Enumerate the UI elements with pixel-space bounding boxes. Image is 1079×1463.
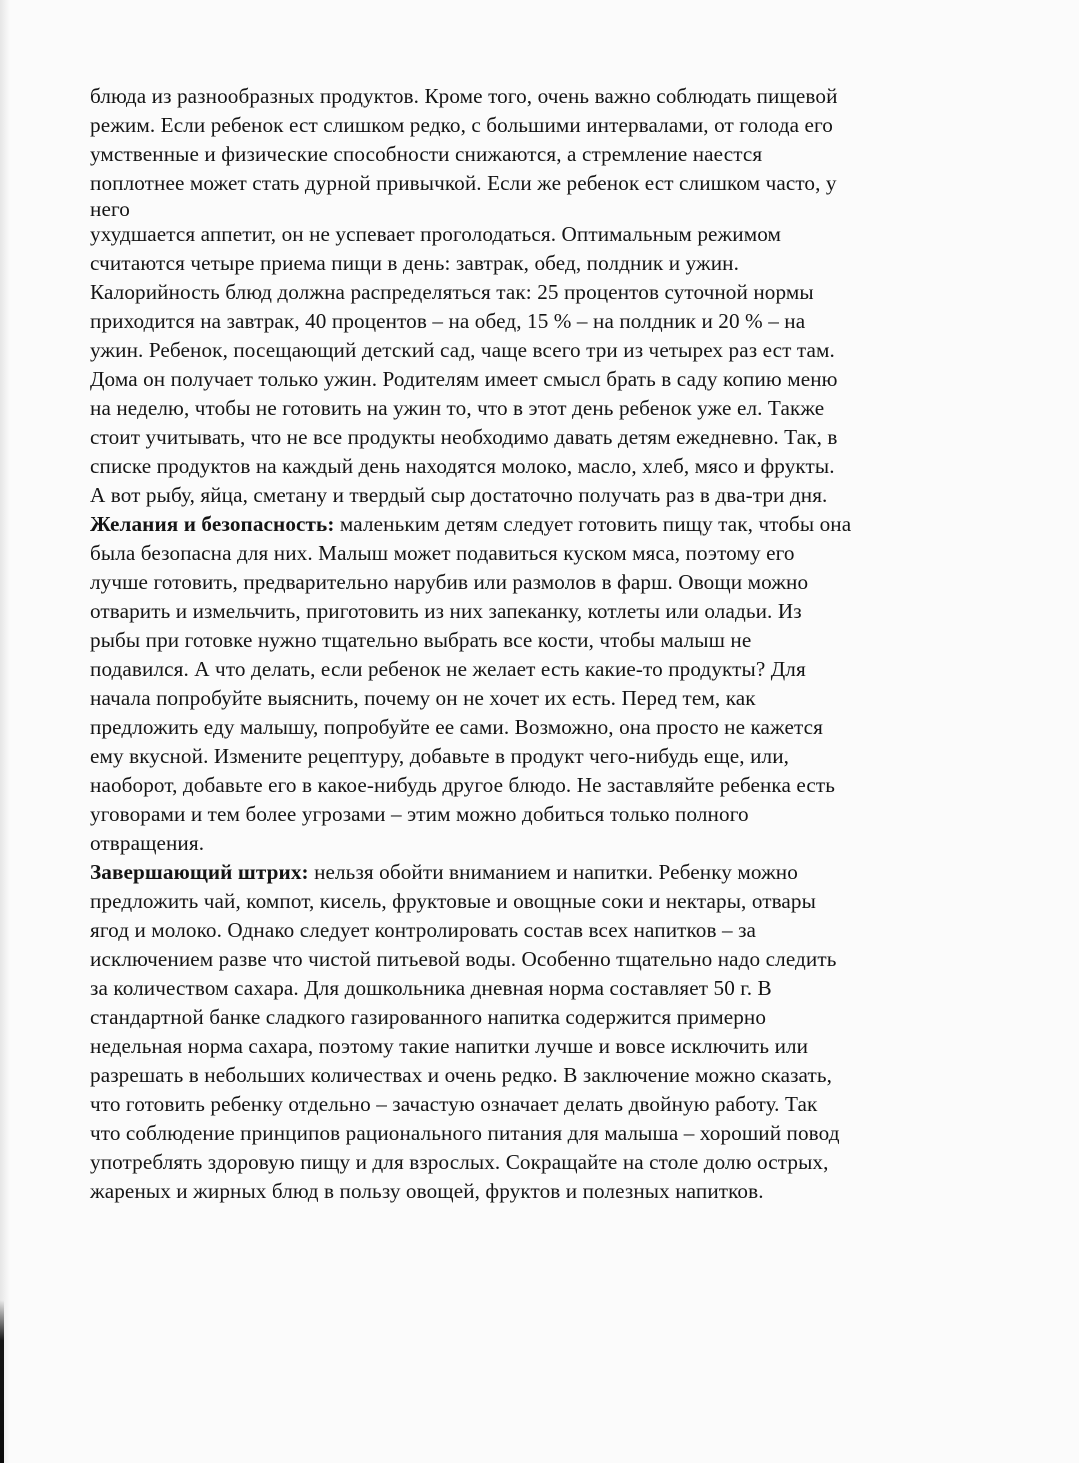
page-edge-dark: [0, 1300, 4, 1463]
text-line: стандартной банке сладкого газированного напитка содержится примерно: [90, 1005, 767, 1029]
text-line: стоит учитывать, что не все продукты необходимо давать детям ежедневно. Так, в: [90, 425, 838, 449]
body-text: [90, 82, 1050, 1206]
text-line: разрешать в небольших количествах и очень редко. В заключение можно сказать,: [90, 1063, 833, 1087]
text-line: предложить еду малышу, попробуйте ее сами. Возможно, она просто не кажется: [90, 715, 823, 739]
text-line: что готовить ребенку отдельно – зачастую означает делать двойную работу. Так: [90, 1092, 818, 1116]
text-line: него: [90, 197, 130, 221]
text-line: исключением разве что чистой питьевой воды. Особенно тщательно надо следить: [90, 947, 837, 971]
text-line: умственные и физические способности снижаются, а стремление наестся: [90, 142, 763, 166]
text-line: отварить и измельчить, приготовить из них запеканку, котлеты или оладьи. Из: [90, 599, 802, 623]
text-line: списке продуктов на каждый день находятся молоко, масло, хлеб, мясо и фрукты.: [90, 454, 835, 478]
section-final-first-line: [90, 858, 1050, 887]
text-line: уговорами и тем более угрозами – этим можно добиться только полного: [90, 802, 749, 826]
text-line: ужин. Ребенок, посещающий детский сад, чаще всего три из четырех раз ест там.: [90, 338, 835, 362]
section-final-intro: нельзя обойти вниманием и напитки. Ребенку можно: [308, 860, 798, 884]
text-line: на неделю, чтобы не готовить на ужин то, что в этот день ребенок уже ел. Также: [90, 396, 825, 420]
text-line: жареных и жирных блюд в пользу овощей, фруктов и полезных напитков.: [90, 1179, 764, 1203]
text-line: ему вкусной. Измените рецептуру, добавьте в продукт чего-нибудь еще, или,: [90, 744, 790, 768]
section-safety-intro: маленьким детям следует готовить пищу так, чтобы она: [334, 512, 852, 536]
text-line: наоборот, добавьте его в какое-нибудь другое блюдо. Не заставляйте ребенка есть: [90, 773, 836, 797]
text-line: рыбы при готовке нужно тщательно выбрать все кости, чтобы малыш не: [90, 628, 752, 652]
text-line: поплотнее может стать дурной привычкой. Если же ребенок ест слишком часто, у: [90, 171, 837, 195]
text-line: употреблять здоровую пищу и для взрослых. Сокращайте на столе долю острых,: [90, 1150, 829, 1174]
text-line: была безопасна для них. Малыш может подавиться куском мяса, поэтому его: [90, 541, 795, 565]
text-line: ягод и молоко. Однако следует контролировать состав всех напитков – за: [90, 918, 757, 942]
text-line: что соблюдение принципов рационального питания для малыша – хороший повод: [90, 1121, 840, 1145]
text-line: Калорийность блюд должна распределяться так: 25 процентов суточной нормы: [90, 280, 814, 304]
text-line: недельная норма сахара, поэтому такие напитки лучше и вовсе исключить или: [90, 1034, 809, 1058]
text-line: ухудшается аппетит, он не успевает проголодаться. Оптимальным режимом: [90, 222, 782, 246]
page-edge-shadow: [0, 0, 10, 1463]
text-line: блюда из разнообразных продуктов. Кроме того, очень важно соблюдать пищевой: [90, 84, 838, 108]
text-line: А вот рыбу, яйца, сметану и твердый сыр достаточно получать раз в два-три дня.: [90, 483, 828, 507]
text-line: начала попробуйте выяснить, почему он не хочет их есть. Перед тем, как: [90, 686, 756, 710]
section-safety-first-line: [90, 510, 1050, 539]
text-line: за количеством сахара. Для дошкольника дневная норма составляет 50 г. В: [90, 976, 772, 1000]
text-line: Дома он получает только ужин. Родителям имеет смысл брать в саду копию меню: [90, 367, 838, 391]
text-line: отвращения.: [90, 831, 205, 855]
text-line: подавился. А что делать, если ребенок не желает есть какие-то продукты? Для: [90, 657, 806, 681]
text-line: предложить чай, компот, кисель, фруктовые и овощные соки и нектары, отвары: [90, 889, 816, 913]
text-line: лучше готовить, предварительно нарубив или размолов в фарш. Овощи можно: [90, 570, 809, 594]
text-line: режим. Если ребенок ест слишком редко, с большими интервалами, от голода его: [90, 113, 833, 137]
section-heading-final: Завершающий штрих:: [90, 860, 309, 884]
text-line: считаются четыре приема пищи в день: завтрак, обед, полдник и ужин.: [90, 251, 739, 275]
text-line: приходится на завтрак, 40 процентов – на обед, 15 % – на полдник и 20 % – на: [90, 309, 806, 333]
section-heading-safety: Желания и безопасность:: [90, 512, 335, 536]
